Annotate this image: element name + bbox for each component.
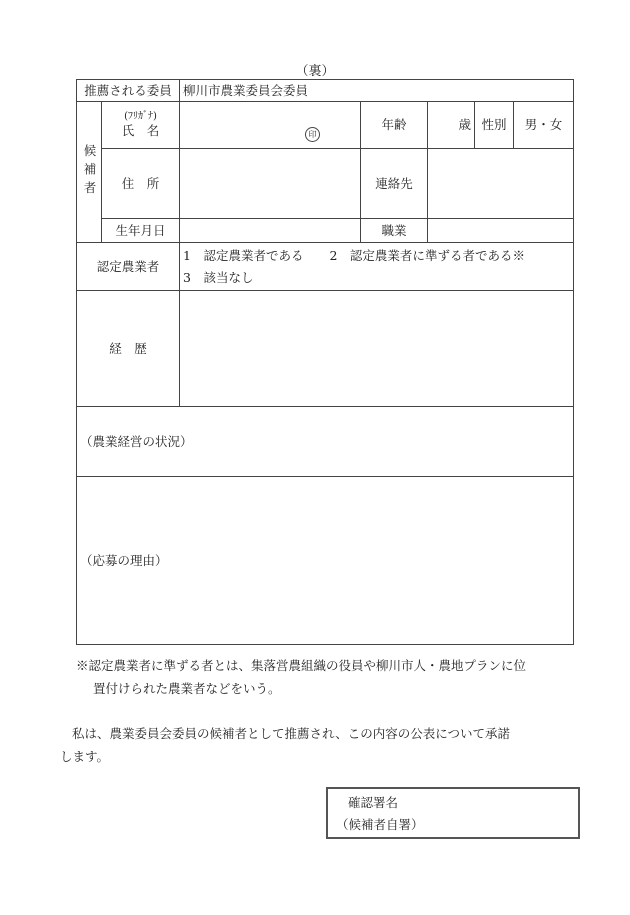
certified-farmer-options: [180, 243, 574, 291]
recommended-committee-row: [77, 80, 574, 102]
signature-box[interactable]: [326, 787, 580, 839]
candidate-label: 候補者: [77, 102, 102, 243]
age-label: 年齢: [361, 102, 428, 149]
recommended-committee-value: 柳川市農業委員会委員: [180, 80, 574, 102]
name-row: [77, 102, 574, 149]
consent-line2: します。: [60, 749, 110, 764]
birthdate-field[interactable]: [180, 219, 361, 243]
option-2[interactable]: 2 認定農業者に準ずる者である※: [329, 247, 525, 263]
signature-title: 確認署名: [348, 795, 399, 810]
career-field[interactable]: [180, 291, 574, 407]
certified-farmer-row: [77, 243, 574, 291]
certified-farmer-options-line1: [183, 245, 570, 267]
option-3[interactable]: 3 該当なし: [183, 269, 254, 285]
name-field[interactable]: [180, 102, 361, 149]
age-unit: 歳: [458, 117, 472, 132]
address-label: 住 所: [102, 149, 180, 219]
age-field[interactable]: [428, 102, 475, 149]
recommendation-form-table: [76, 79, 574, 645]
farm-status-label: （農業経営の状況）: [80, 433, 193, 449]
gender-options[interactable]: 男・女: [514, 102, 574, 149]
farm-status-field[interactable]: [77, 407, 574, 477]
career-row: [77, 291, 574, 407]
contact-label: 連絡先: [361, 149, 428, 219]
birthdate-label: 生年月日: [102, 219, 180, 243]
consent-line1: 私は、農業委員会委員の候補者として推薦され、この内容の公表について承諾: [72, 726, 511, 741]
page-title: （裏）: [295, 64, 335, 79]
furigana-label: (ﾌﾘｶﾞﾅ): [124, 111, 157, 122]
farm-status-row: [77, 407, 574, 477]
recommended-committee-label: 推薦される委員: [77, 80, 180, 102]
name-label: 氏 名: [121, 123, 160, 138]
signature-subtitle: （候補者自署）: [336, 817, 424, 832]
gender-label: 性別: [475, 102, 514, 149]
address-row: [77, 149, 574, 219]
occupation-label: 職業: [361, 219, 428, 243]
career-label: 経 歴: [77, 291, 180, 407]
contact-field[interactable]: [428, 149, 574, 219]
reason-row: [77, 477, 574, 645]
footnote-line1: ※認定農業者に準ずる者とは、集落営農組織の役員や柳川市人・農地プランに位: [76, 658, 527, 673]
reason-field[interactable]: [77, 477, 574, 645]
footnote-line2: 置付けられた農業者などをいう。: [93, 681, 281, 696]
address-field[interactable]: [180, 149, 361, 219]
consent-statement: [60, 722, 580, 768]
seal-icon: 印: [305, 127, 320, 142]
birthdate-row: [77, 219, 574, 243]
option-1[interactable]: 1 認定農業者である: [183, 247, 304, 263]
reason-label: （応募の理由）: [80, 552, 168, 568]
footnote: [76, 654, 586, 700]
certified-farmer-label: 認定農業者: [77, 243, 180, 291]
occupation-field[interactable]: [428, 219, 574, 243]
name-label-cell: [102, 102, 180, 149]
